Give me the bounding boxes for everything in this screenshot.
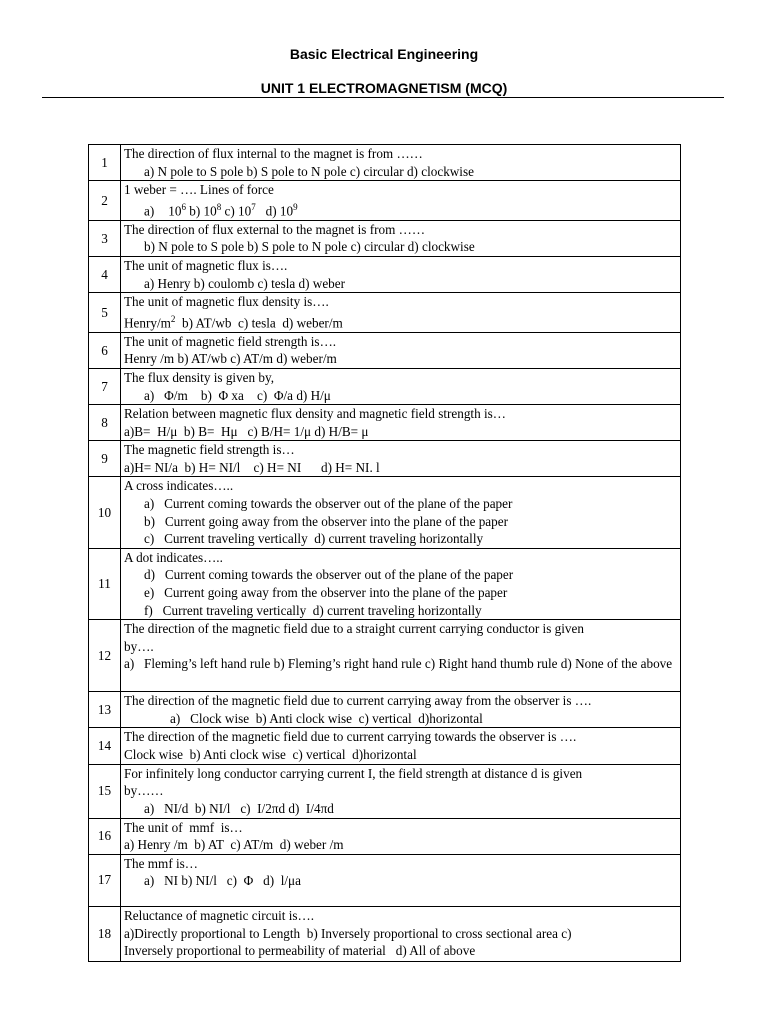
question-option: c) Current traveling vertically d) current traveling horizontally [144, 531, 484, 547]
question-option: f) Current traveling vertically d) current traveling horizontally [144, 602, 482, 618]
question-options: b) N pole to S pole b) S pole to N pole c) circular d) clockwise [144, 239, 475, 255]
question-text: The direction of the magnetic field due to current carrying towards the observer is …. [124, 729, 577, 745]
question-cell [121, 256, 681, 292]
question-text: A dot indicates….. [124, 549, 223, 565]
table-row [89, 220, 681, 256]
table-row [89, 728, 681, 764]
option-text: 10 [168, 203, 182, 219]
question-options: a) Henry b) coulomb c) tesla d) weber [144, 275, 346, 291]
question-options [124, 311, 677, 332]
question-number: 10 [89, 477, 121, 548]
question-options: a) Φ/m b) Φ xa c) Φ/a d) H/μ [144, 387, 331, 403]
question-options: a) N pole to S pole b) S pole to N pole c) circular d) clockwise [144, 163, 474, 179]
question-text: The mmf is… [124, 855, 198, 871]
question-cell [121, 854, 681, 906]
question-number: 9 [89, 441, 121, 477]
question-cell [121, 441, 681, 477]
question-number: 15 [89, 764, 121, 818]
question-cell [121, 477, 681, 548]
question-cell [121, 818, 681, 854]
option-label: a) [144, 203, 155, 219]
question-text: The direction of the magnetic field due to current carrying away from the observer is …. [124, 693, 592, 709]
question-cell [121, 405, 681, 441]
question-text: The unit of magnetic field strength is…. [124, 333, 337, 349]
option-exponent: 7 [251, 201, 256, 212]
option-text: Henry/m [124, 315, 171, 331]
table-row [89, 368, 681, 404]
document-title: Basic Electrical Engineering [289, 46, 479, 62]
question-options: a)B= H/μ b) B= Hμ c) B/H= 1/μ d) H/B= μ [124, 423, 369, 439]
option-exponent: 2 [170, 313, 176, 324]
question-text: by…… [124, 783, 164, 799]
table-row [89, 332, 681, 368]
table-row [89, 854, 681, 906]
option-exponent: 8 [216, 201, 222, 212]
unit-heading: UNIT 1 ELECTROMAGNETISM (MCQ) [260, 80, 508, 96]
question-cell [121, 181, 681, 221]
question-text: Relation between magnetic flux density and magnetic field strength is… [124, 406, 506, 422]
question-options: a) Clock wise b) Anti clock wise c) vertical d)horizontal [170, 710, 483, 726]
table-row [89, 145, 681, 181]
question-text: 1 weber = …. Lines of force [124, 182, 274, 198]
question-number: 16 [89, 818, 121, 854]
question-number: 11 [89, 548, 121, 619]
question-text: The direction of flux external to the magnet is from …… [124, 221, 426, 237]
question-options: a) NI b) NI/l c) Φ d) l/μa [144, 873, 301, 889]
question-number: 12 [89, 620, 121, 692]
option-exponent: 9 [293, 201, 298, 212]
option-text: b) AT/wb c) tesla d) weber/m [175, 315, 343, 331]
question-text: For infinitely long conductor carrying current I, the field strength at distance d is given [124, 765, 583, 781]
option-text: c) 10 [221, 203, 252, 219]
table-row [89, 293, 681, 333]
question-options: a) NI/d b) NI/l c) I/2πd d) I/4πd [144, 800, 334, 816]
question-options: Henry /m b) AT/wb c) AT/m d) weber/m [124, 351, 337, 367]
question-number: 2 [89, 181, 121, 221]
question-text: Reluctance of magnetic circuit is…. [124, 908, 315, 923]
question-number: 14 [89, 728, 121, 764]
question-cell [121, 692, 681, 728]
question-text: A cross indicates….. [124, 478, 234, 494]
question-cell [121, 906, 681, 961]
mcq-table [88, 144, 681, 962]
question-number: 17 [89, 854, 121, 906]
question-cell [121, 728, 681, 764]
table-row [89, 181, 681, 221]
question-cell [121, 293, 681, 333]
question-number: 4 [89, 256, 121, 292]
header-divider [42, 97, 724, 98]
question-cell [121, 220, 681, 256]
question-options: a) Henry /m b) AT c) AT/m d) weber /m [124, 837, 344, 853]
table-row [89, 405, 681, 441]
question-options [124, 199, 677, 220]
question-option: d) Current coming towards the observer out of the plane of the paper [144, 567, 514, 583]
table-row [89, 548, 681, 619]
question-text: The unit of magnetic flux density is…. [124, 294, 329, 310]
question-option: Inversely proportional to permeability of material d) All of above [124, 943, 476, 959]
question-options [124, 655, 677, 673]
question-text: The unit of magnetic flux is…. [124, 257, 288, 273]
option-label: a) [124, 656, 135, 672]
option-exponent: 6 [181, 201, 186, 212]
table-row [89, 441, 681, 477]
question-cell [121, 145, 681, 181]
question-number: 1 [89, 145, 121, 181]
question-text: The direction of flux internal to the magnet is from …… [124, 146, 423, 161]
question-option: e) Current going away from the observer into the plane of the paper [144, 585, 508, 601]
option-text: d) 10 [255, 203, 294, 219]
question-number: 8 [89, 405, 121, 441]
question-cell [121, 332, 681, 368]
question-number: 5 [89, 293, 121, 333]
question-option: a)Directly proportional to Length b) Inversely proportional to cross sectional area c) [124, 925, 572, 941]
table-row [89, 477, 681, 548]
question-cell [121, 764, 681, 818]
table-row [89, 818, 681, 854]
question-text: by…. [124, 638, 154, 654]
question-cell [121, 548, 681, 619]
question-number: 18 [89, 906, 121, 961]
question-number: 13 [89, 692, 121, 728]
question-option: b) Current going away from the observer into the plane of the paper [144, 513, 509, 529]
table-row [89, 692, 681, 728]
question-number: 3 [89, 220, 121, 256]
question-option: a) Current coming towards the observer out of the plane of the paper [144, 496, 513, 512]
table-row [89, 256, 681, 292]
question-options: Clock wise b) Anti clock wise c) vertical d)horizontal [124, 747, 417, 762]
question-text: The flux density is given by, [124, 369, 275, 385]
question-text: The unit of mmf is… [124, 819, 243, 835]
option-text: b) 10 [185, 203, 217, 219]
question-number: 7 [89, 368, 121, 404]
table-row [89, 620, 681, 692]
table-row [89, 906, 681, 961]
question-cell [121, 620, 681, 692]
question-number: 6 [89, 332, 121, 368]
question-options: a)H= NI/a b) H= NI/l c) H= NI d) H= NI. l [124, 459, 380, 475]
question-text: The magnetic field strength is… [124, 442, 295, 458]
option-text: Fleming’s left hand rule b) Fleming’s right hand rule c) Right hand thumb rule d) None of the above [144, 656, 673, 672]
question-cell [121, 368, 681, 404]
table-row [89, 764, 681, 818]
question-text: The direction of the magnetic field due to a straight current carrying conductor is given [124, 621, 584, 637]
